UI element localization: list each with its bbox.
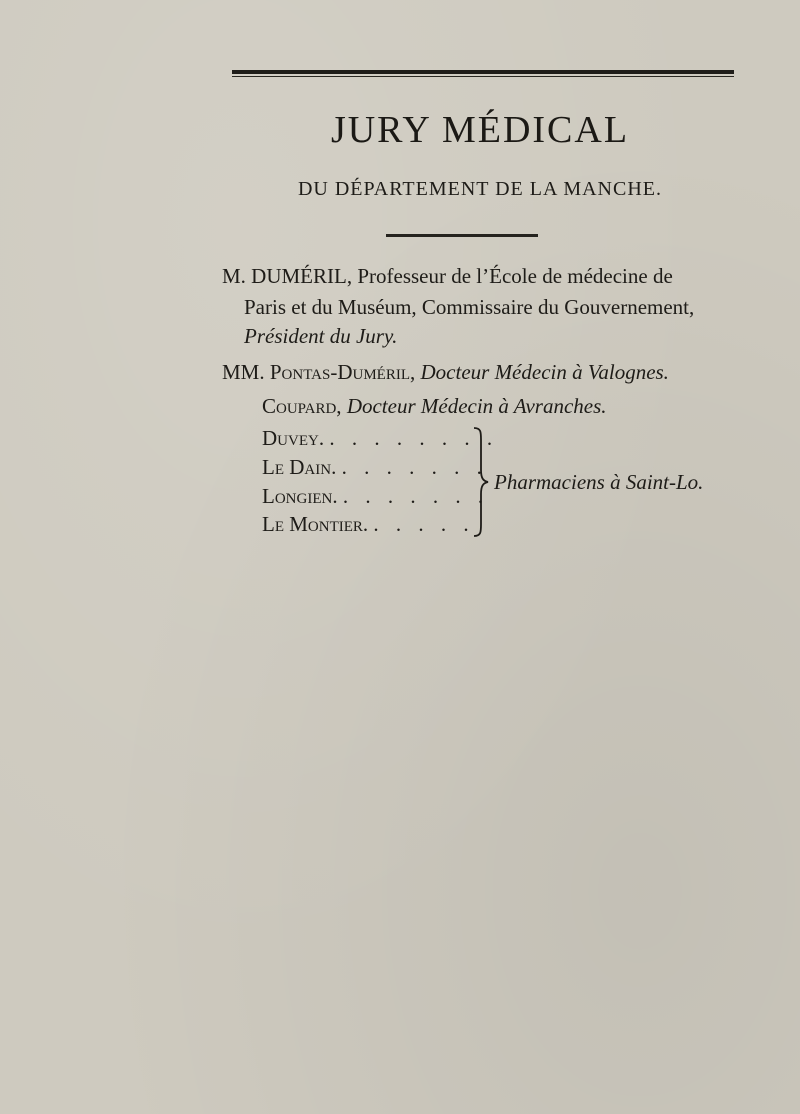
top-double-rule (232, 70, 734, 77)
curly-brace-icon (470, 426, 490, 538)
pharmacists-label: Pharmaciens à Saint-Lo. (494, 470, 704, 494)
member-1-name: Pontas-Duméril, (269, 360, 416, 384)
pharmacist-3-dots: . . . . . . . (342, 484, 490, 508)
members-prefix: MM. (222, 360, 265, 384)
pharmacist-4-dots: . . . . . (373, 512, 475, 536)
member-1-title: Docteur Médecin à Valognes. (420, 360, 669, 384)
member-line-1 (222, 358, 669, 386)
member-2-title: Docteur Médecin à Avranches. (346, 394, 607, 418)
pharmacist-4 (262, 510, 475, 538)
pharmacist-3-name: Longien. (262, 484, 338, 508)
pharmacist-2 (262, 453, 488, 481)
top-rule-thick (232, 70, 734, 74)
president-line-3: Président du Jury. (244, 324, 398, 348)
page-subtitle: DU DÉPARTEMENT DE LA MANCHE. (297, 178, 663, 200)
president-line-2: Paris et du Muséum, Commissaire du Gouvernement, (244, 295, 695, 319)
page-title: JURY MÉDICAL (330, 109, 630, 151)
pharmacist-2-name: Le Dain. (262, 455, 337, 479)
pharmacist-1 (262, 424, 498, 452)
president-prefix: M. DUMÉRIL, (222, 264, 353, 288)
pharmacist-1-dots: . . . . . . . . (329, 426, 499, 450)
president-line-1 (222, 262, 673, 290)
pharmacist-2-dots: . . . . . . . (341, 455, 488, 479)
member-line-2 (262, 392, 607, 420)
pharmacist-1-name: Duvey. (262, 426, 325, 450)
member-2-name: Coupard, (262, 394, 342, 418)
president-line-1-rest: Professeur de l’École de médecine de (352, 264, 673, 288)
section-divider (386, 234, 538, 237)
top-rule-thin (232, 76, 734, 77)
pharmacist-3 (262, 482, 489, 510)
pharmacist-4-name: Le Montier. (262, 512, 369, 536)
